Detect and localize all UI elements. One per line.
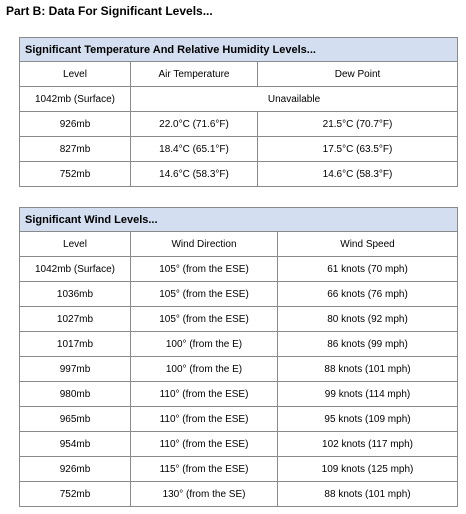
table-row	[20, 162, 458, 187]
level-cell: 1042mb (Surface)	[20, 87, 131, 112]
air-temperature-cell: 22.0°C (71.6°F)	[131, 112, 258, 137]
wind-speed-cell: 102 knots (117 mph)	[278, 432, 458, 457]
table-row	[20, 307, 458, 332]
wind-speed-cell: 88 knots (101 mph)	[278, 482, 458, 507]
wind-direction-cell: 100° (from the E)	[131, 357, 278, 382]
level-cell: 1017mb	[20, 332, 131, 357]
level-cell: 827mb	[20, 137, 131, 162]
level-cell: 752mb	[20, 482, 131, 507]
wind-direction-cell: 105° (from the ESE)	[131, 257, 278, 282]
wind-direction-cell: 100° (from the E)	[131, 332, 278, 357]
wind-levels-table	[19, 207, 458, 507]
table-row	[20, 432, 458, 457]
air-temperature-cell: 14.6°C (58.3°F)	[131, 162, 258, 187]
table-row	[20, 87, 458, 112]
wind-direction-cell: 110° (from the ESE)	[131, 407, 278, 432]
page-heading: Part B: Data For Significant Levels...	[6, 4, 213, 18]
wind-direction-cell: 115° (from the ESE)	[131, 457, 278, 482]
level-cell: 926mb	[20, 457, 131, 482]
level-cell: 1042mb (Surface)	[20, 257, 131, 282]
column-header: Wind Speed	[278, 232, 458, 257]
air-temperature-cell: 18.4°C (65.1°F)	[131, 137, 258, 162]
wind-speed-cell: 99 knots (114 mph)	[278, 382, 458, 407]
column-header: Level	[20, 232, 131, 257]
level-cell: 997mb	[20, 357, 131, 382]
table-row	[20, 407, 458, 432]
column-header: Level	[20, 62, 131, 87]
level-cell: 965mb	[20, 407, 131, 432]
table-row	[20, 332, 458, 357]
wind-direction-cell: 110° (from the ESE)	[131, 432, 278, 457]
level-cell: 752mb	[20, 162, 131, 187]
level-cell: 926mb	[20, 112, 131, 137]
level-cell: 1036mb	[20, 282, 131, 307]
table-row	[20, 482, 458, 507]
column-header: Wind Direction	[131, 232, 278, 257]
temperature-humidity-table	[19, 37, 458, 187]
table-row	[20, 257, 458, 282]
dew-point-cell: 17.5°C (63.5°F)	[258, 137, 458, 162]
wind-direction-cell: 130° (from the SE)	[131, 482, 278, 507]
wind-direction-cell: 105° (from the ESE)	[131, 282, 278, 307]
table-row	[20, 357, 458, 382]
dew-point-cell: 14.6°C (58.3°F)	[258, 162, 458, 187]
wind-speed-cell: 95 knots (109 mph)	[278, 407, 458, 432]
wind-speed-cell: 61 knots (70 mph)	[278, 257, 458, 282]
wind-speed-cell: 88 knots (101 mph)	[278, 357, 458, 382]
max-wind-speed-cell: 109 knots (125 mph)	[278, 457, 458, 482]
unavailable-cell: Unavailable	[131, 87, 458, 112]
column-header: Air Temperature	[131, 62, 258, 87]
table-row	[20, 382, 458, 407]
level-cell: 954mb	[20, 432, 131, 457]
table-title: Significant Wind Levels...	[20, 208, 458, 232]
column-header: Dew Point	[258, 62, 458, 87]
wind-direction-cell: 105° (from the ESE)	[131, 307, 278, 332]
level-cell: 1027mb	[20, 307, 131, 332]
wind-speed-cell: 86 knots (99 mph)	[278, 332, 458, 357]
table-row	[20, 457, 458, 482]
table-header-row	[20, 62, 458, 87]
table-row	[20, 282, 458, 307]
table-row	[20, 137, 458, 162]
wind-direction-cell: 110° (from the ESE)	[131, 382, 278, 407]
wind-speed-cell: 66 knots (76 mph)	[278, 282, 458, 307]
dew-point-cell: 21.5°C (70.7°F)	[258, 112, 458, 137]
wind-speed-cell: 80 knots (92 mph)	[278, 307, 458, 332]
table-title: Significant Temperature And Relative Humidity Levels...	[20, 38, 458, 62]
level-cell: 980mb	[20, 382, 131, 407]
table-header-row	[20, 232, 458, 257]
table-row	[20, 112, 458, 137]
